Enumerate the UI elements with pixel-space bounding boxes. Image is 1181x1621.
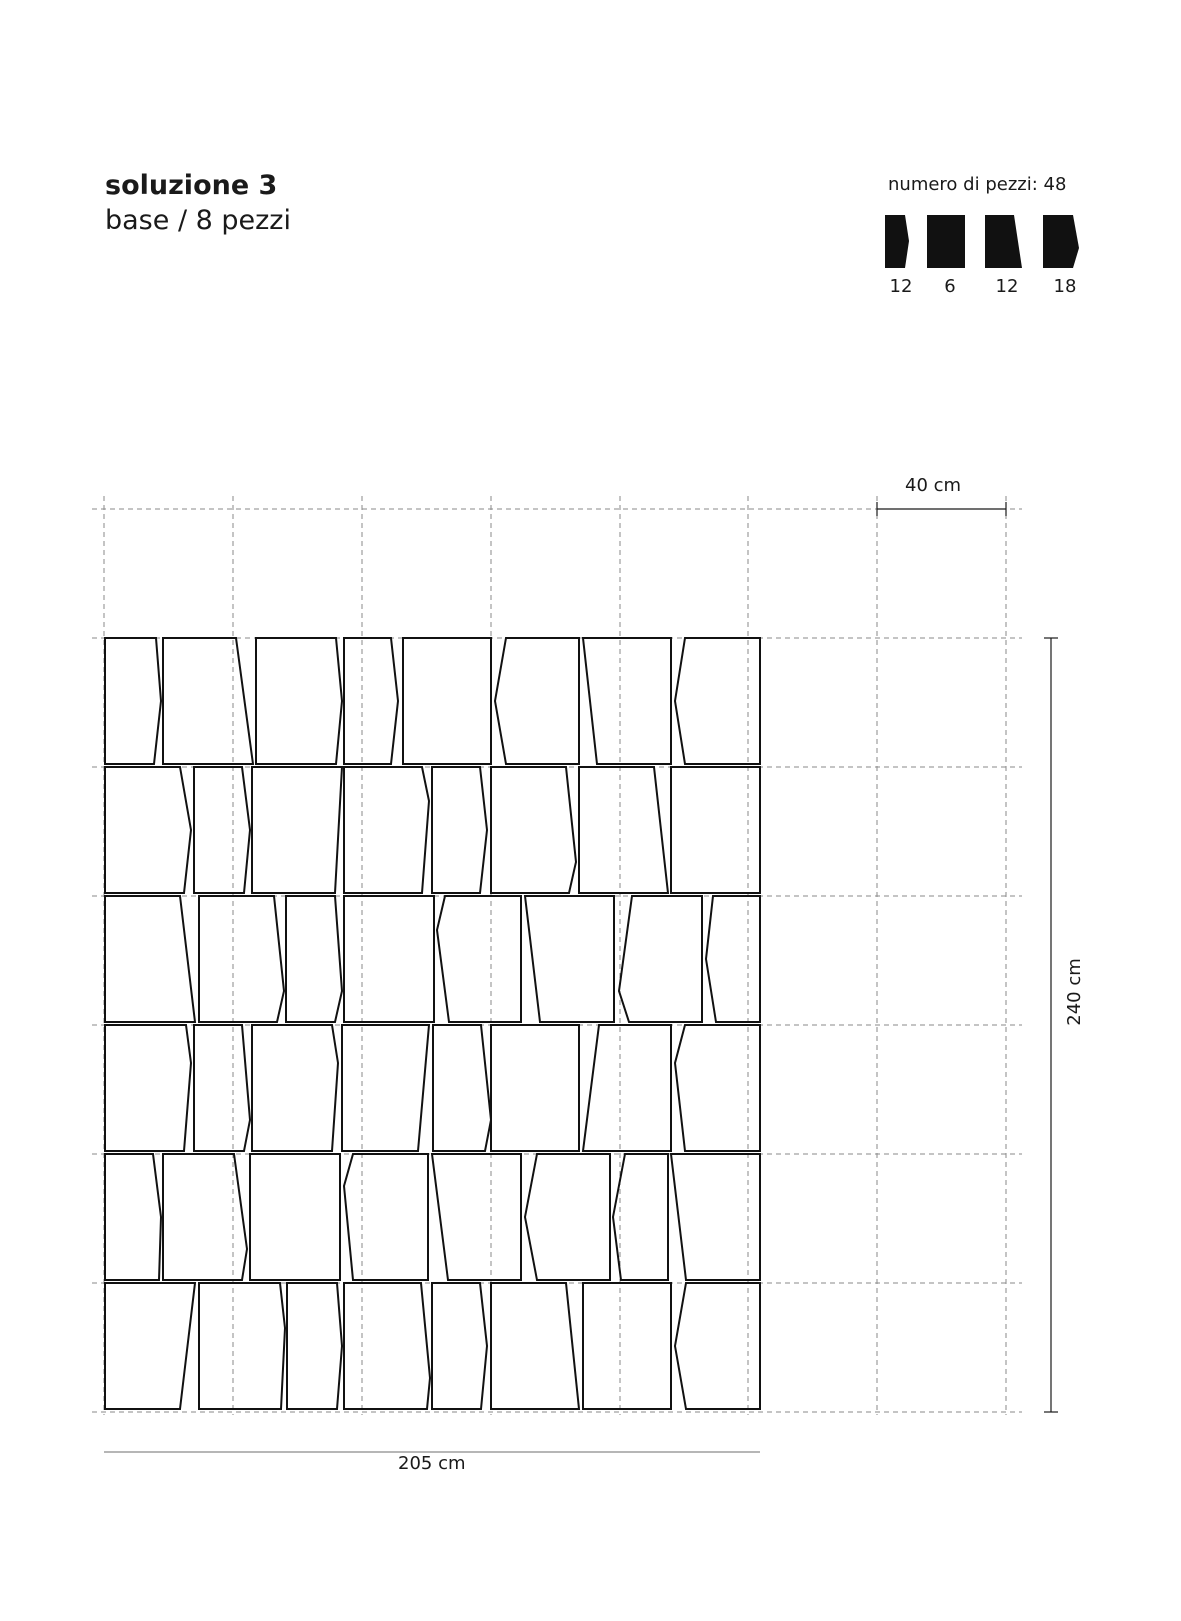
solution-subtitle: base / 8 pezzi [105,205,291,236]
tile [163,638,253,764]
tile-row-4 [105,1025,760,1151]
tile [706,896,760,1022]
wide-arrow-piece-count: 18 [1053,276,1077,297]
tile [491,767,576,893]
tile [250,1154,340,1280]
trapezoid-piece-count: 12 [995,276,1019,297]
tile [105,767,191,893]
tile [105,1025,191,1151]
tile [525,1154,610,1280]
rectangle-piece-icon [927,215,965,268]
narrow-arrow-piece-count: 12 [889,276,913,297]
tile [105,638,161,764]
total-width-label: 205 cm [398,1453,466,1474]
tile-row-5 [105,1154,760,1280]
tile [525,896,614,1022]
tile [583,1283,671,1409]
tile [432,1154,521,1280]
wide-arrow-piece-icon [1043,215,1079,268]
tile [675,1025,760,1151]
tile [199,896,284,1022]
tile [671,1154,760,1280]
tile [432,1283,487,1409]
tile [194,767,250,893]
total-height-label: 240 cm [1064,958,1085,1026]
tile [342,1025,429,1151]
tile [403,638,491,764]
tile [433,1025,491,1151]
tile [344,638,398,764]
tile-row-1 [105,638,760,764]
rectangle-piece-count: 6 [944,276,956,297]
tile [252,767,342,893]
tile [613,1154,668,1280]
tile-wall [105,638,760,1409]
tile [105,1154,161,1280]
tile [344,767,429,893]
trapezoid-piece-icon [985,215,1022,268]
tile [579,767,668,893]
tile [491,1025,579,1151]
tile-row-3 [105,896,760,1022]
tile [194,1025,250,1151]
tile-row-6 [105,1283,760,1409]
tile [583,1025,671,1151]
tile [105,896,195,1022]
tile [437,896,521,1022]
narrow-arrow-piece-icon [885,215,909,268]
tile [675,1283,760,1409]
tile [344,1283,430,1409]
dimension-lines [104,502,1058,1452]
piece-count-label: numero di pezzi: 48 [888,174,1067,195]
tile [671,767,760,893]
tile [583,638,671,764]
tile [495,638,579,764]
tile [344,1154,428,1280]
tile [286,896,342,1022]
tile [287,1283,342,1409]
module-width-label: 40 cm [905,475,962,496]
tile [199,1283,285,1409]
tile [619,896,702,1022]
tile [675,638,760,764]
tile [105,1283,195,1409]
tile [163,1154,247,1280]
tile [256,638,342,764]
tile [432,767,487,893]
legend-icons [885,215,1079,268]
tile-row-2 [105,767,760,893]
tile [344,896,434,1022]
solution-title: soluzione 3 [105,170,278,201]
tile [491,1283,579,1409]
tile [252,1025,338,1151]
construction-grid [92,496,1022,1415]
